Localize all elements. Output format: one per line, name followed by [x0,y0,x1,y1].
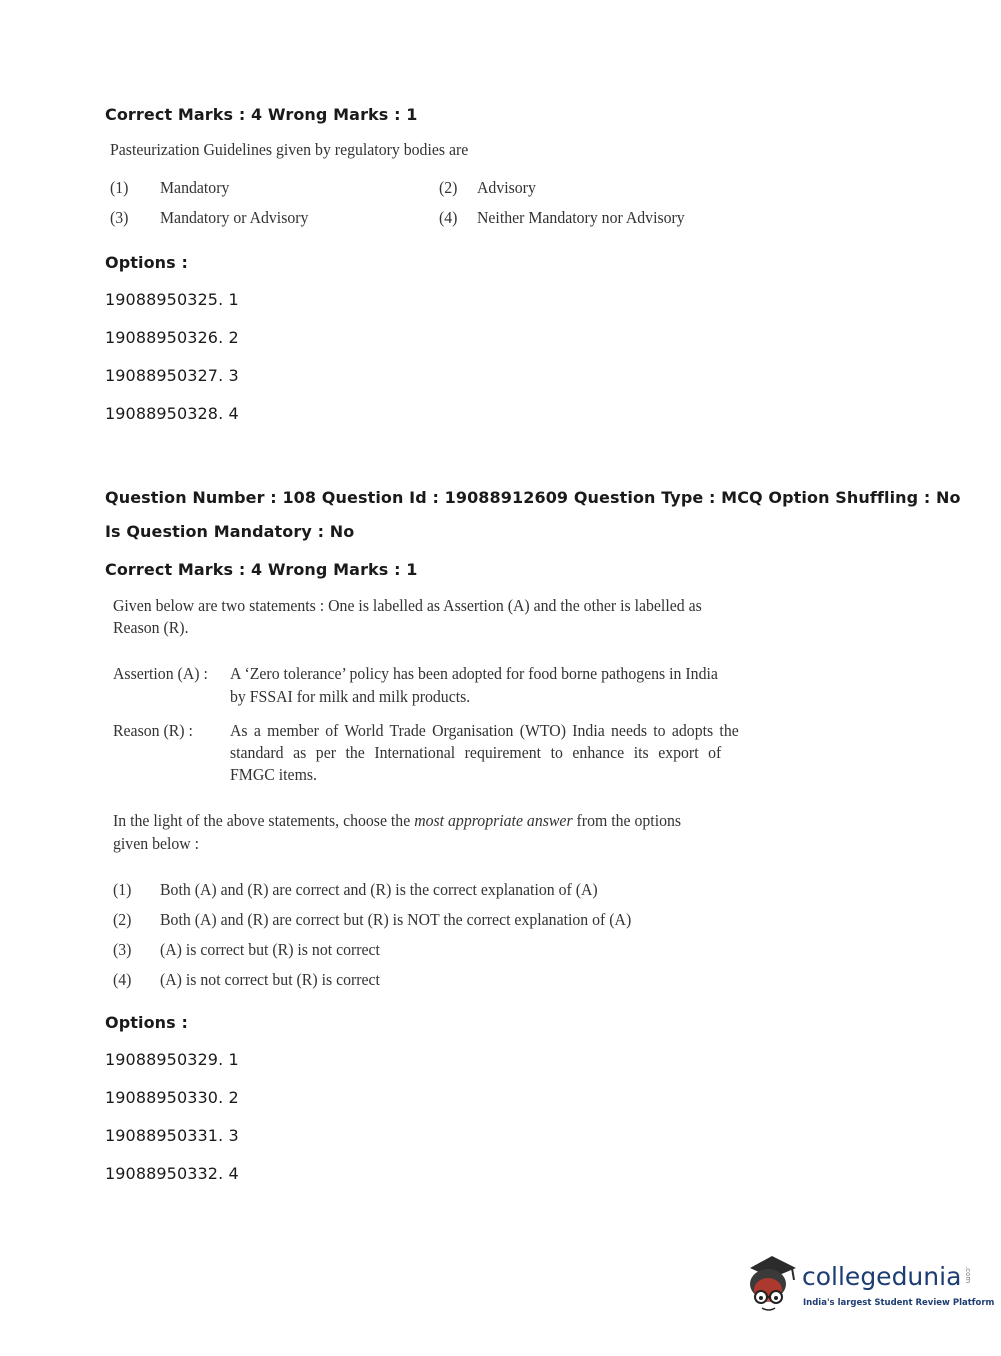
collegedunia-logo [742,1250,995,1320]
assertion-line2: by FSSAI for milk and milk products. [230,687,471,706]
logo-name: collegedunia [802,1262,962,1291]
q108-choice-2-text: Both (A) and (R) are correct but (R) is NOT the correct explanation of (A) [160,910,632,929]
q108-intro-line2: Reason (R). [113,618,189,637]
mascot-icon [742,1250,802,1316]
instruction-post: from the options [572,811,682,830]
q108-header-line1: Question Number : 108 Question Id : 19088912609 Question Type : MCQ Option Shuffling : No [105,488,961,507]
q108-choice-1-num: (1) [113,880,132,899]
q107-choice-2-num: (2) [439,178,458,197]
q108-instruction-line2: given below : [113,834,200,853]
reason-line2: standard as per the International requirement to enhance its export of [230,743,722,762]
q108-marks: Correct Marks : 4 Wrong Marks : 1 [105,560,418,579]
q108-choice-1-text: Both (A) and (R) are correct and (R) is the correct explanation of (A) [160,880,598,899]
instruction-pre: In the light of the above statements, choose the [113,811,415,830]
q107-choice-4-num: (4) [439,208,458,227]
reason-line3: FMGC items. [230,765,317,784]
q107-question-text: Pasteurization Guidelines given by regulatory bodies are [110,140,469,159]
assertion-label: Assertion (A) : [113,664,208,683]
q107-option-2: 19088950326. 2 [105,328,239,347]
q107-choice-3-text: Mandatory or Advisory [160,208,309,227]
q108-option-1: 19088950329. 1 [105,1050,239,1069]
assertion-line1: A ‘Zero tolerance’ policy has been adopted for food borne pathogens in India [230,664,718,683]
q107-option-1: 19088950325. 1 [105,290,239,309]
q108-intro-line1: Given below are two statements : One is labelled as Assertion (A) and the other is labelled as [113,596,702,615]
q108-instruction-line1 [113,811,681,831]
q108-option-4: 19088950332. 4 [105,1164,239,1183]
q107-option-4: 19088950328. 4 [105,404,239,423]
reason-label: Reason (R) : [113,721,193,740]
q107-option-3: 19088950327. 3 [105,366,239,385]
instruction-emphasis: most appropriate answer [414,811,573,830]
logo-tagline: India's largest Student Review Platform [803,1298,995,1308]
q107-choice-1-text: Mandatory [160,178,230,197]
q108-option-2: 19088950330. 2 [105,1088,239,1107]
q107-choice-3-num: (3) [110,208,129,227]
q108-choice-3-num: (3) [113,940,132,959]
q107-choice-1-num: (1) [110,178,129,197]
q108-choice-4-text: (A) is not correct but (R) is correct [160,970,380,989]
q108-options-label: Options : [105,1013,188,1032]
q107-choice-2-text: Advisory [477,178,536,197]
logo-suffix: .com [964,1266,972,1284]
reason-line1: As a member of World Trade Organisation (WTO) India needs to adopts the [230,721,739,740]
q108-option-3: 19088950331. 3 [105,1126,239,1145]
q107-marks: Correct Marks : 4 Wrong Marks : 1 [105,105,418,124]
q108-choice-2-num: (2) [113,910,132,929]
q108-choice-3-text: (A) is correct but (R) is not correct [160,940,380,959]
q107-choice-4-text: Neither Mandatory nor Advisory [477,208,685,227]
q108-choice-4-num: (4) [113,970,132,989]
q107-options-label: Options : [105,253,188,272]
q108-header-line2: Is Question Mandatory : No [105,522,355,541]
